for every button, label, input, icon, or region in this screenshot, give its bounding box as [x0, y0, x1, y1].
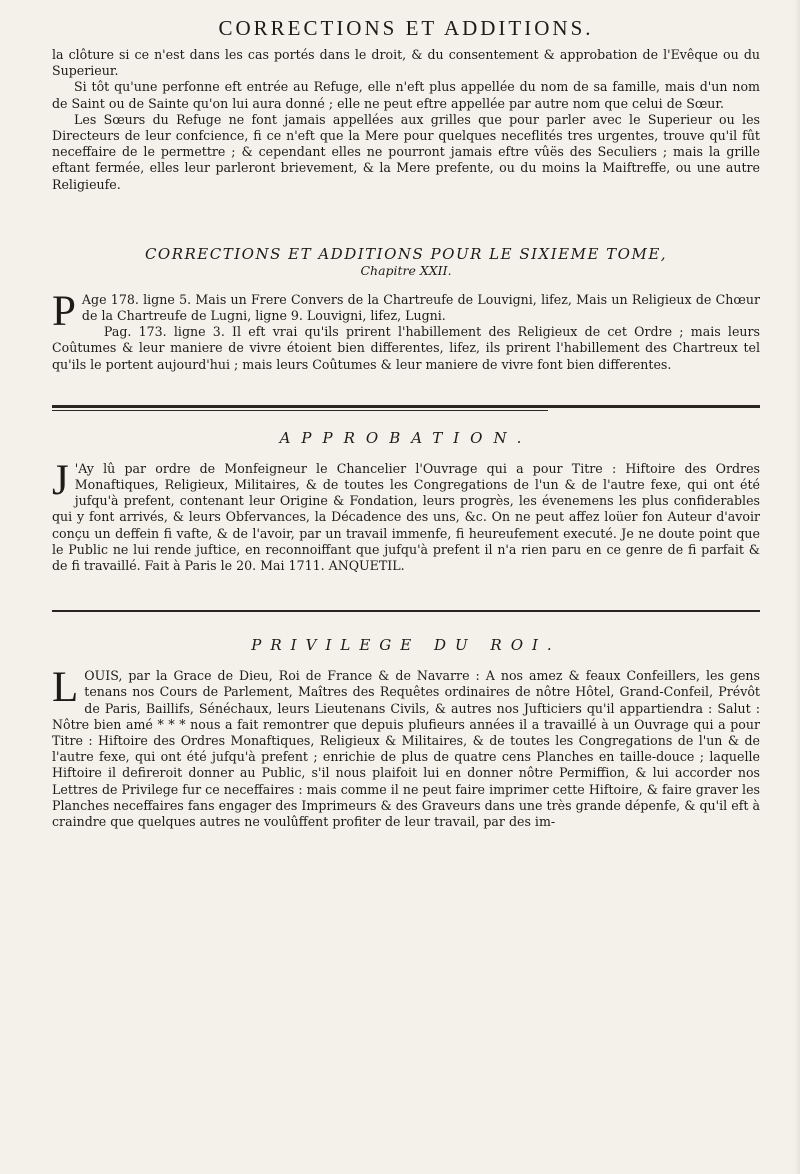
privilege-paragraph [52, 664, 760, 830]
section-rule [52, 405, 760, 408]
section-gap [52, 193, 760, 245]
approbation-text: 'Ay lû par ordre de Monfeigneur le Chancelier l'Ouvrage qui a pour Titre : Hiftoire des Ordres Monaftiques, Religieux, Militaires, & de toutes les Congregations de l'un & de l'autre fexe, qui ont été jufqu'à prefent, contenant leur Origine & Fondation, leurs progrès, les évenemens les plus confiderables qui y font arrivés, & leurs Obfervances, la Décadence des uns, &c. On ne peut affez loüer fon Auteur d'avoir conçu un deffein fi vafte, & de l'avoir, par un travail immenfe, fi heureufement executé. Je ne doute point que le Public ne lui rende juftice, en reconnoiffant que jufqu'à prefent il n'a rien paru en ce genre de fi parfait & de fi travaillé. Fait à Paris le 20. Mai 1711. ANQUETIL. [52, 460, 760, 574]
section-rule [52, 610, 760, 612]
approbation-title: APPROBATION. [279, 428, 533, 447]
drop-cap: J [52, 456, 69, 504]
corrections-title: CORRECTIONS ET ADDITIONS POUR LE SIXIEME TOME, [144, 244, 668, 263]
drop-cap: L [52, 664, 79, 712]
approbation-paragraph [52, 456, 760, 574]
page-edge-shadow [794, 0, 800, 1174]
section-rule-thin [52, 410, 548, 411]
corrections-subtitle: Chapitre XXII. [360, 262, 452, 278]
intro-paragraph-2: Si tôt qu'une perfonne eft entrée au Refuge, elle n'eft plus appellée du nom de sa famille, mais d'un nom de Saint ou de Sainte qu'on lui aura donné ; elle ne peut eftre appellée par autre nom que celui de Sœur. [52, 79, 760, 111]
privilege-title: PRIVILEGE DU ROI. [251, 636, 561, 655]
corrections-text-1: Age 178. ligne 5. Mais un Frere Convers de la Chartreufe de Louvigni, lifez, Mais un Religieux de Chœur de la Chartreufe de Lugni, ligne 9. Louvigni, lifez, Lugni. [81, 291, 760, 324]
corrections-paragraph-1 [52, 287, 760, 335]
corrections-paragraph-2: Pag. 173. ligne 3. Il eft vrai qu'ils prirent l'habillement des Religieux de cet Ordre ; mais leurs Coûtumes & leur maniere de vivre étoient bien differentes, lifez, ils prirent l'habillement des Chartreux tel qu'ils le portent aujourd'hui ; mais leurs Coûtumes & leur maniere de vivre font bien differentes. [52, 324, 760, 372]
privilege-text: OUIS, par la Grace de Dieu, Roi de France & de Navarre : A nos amez & feaux Confeillers, les gens tenans nos Cours de Parlement, Maîtres des Requêtes ordinaires de nôtre Hôtel, Grand-Confeil, Prévôt de Paris, Baillifs, Sénéchaux, leurs Lieutenans Civils, & autres nos Jufticiers qu'il appartiendra : Salut : Nôtre bien amé * * * nous a fait remontrer que depuis plufieurs années il a travaillé à un Ouvrage qui a pour Titre : Hiftoire des Ordres Monaftiques, Religieux & Militaires, & de toutes les Congregations de l'un & de l'autre fexe, qui ont été jufqu'à prefent ; enrichie de plus de quatre cens Planches en taille-douce ; laquelle Hiftoire il defireroit donner au Public, s'il nous plaifoit lui en donner nôtre Permiffion, & lui accorder nos Lettres de Privilege fur ce neceffaires : mais comme il ne peut faire imprimer cette Hiftoire, & faire graver les Planches neceffaires fans engager des Imprimeurs & des Graveurs dans une très grande dépenfe, & qu'il eft à craindre que quelques autres ne voulûffent profiter de leur travail, par des im- [52, 668, 760, 830]
running-head: CORRECTIONS ET ADDITIONS. [218, 16, 594, 40]
drop-cap: P [52, 287, 76, 335]
intro-paragraph-1: la clôture si ce n'est dans les cas portés dans le droit, & du consentement & approbation de l'Evêque ou du Superieur. [52, 47, 760, 79]
intro-paragraph-3: Les Sœurs du Refuge ne font jamais appellées aux grilles que pour parler avec le Superieur ou les Directeurs de leur confcience, fi ce n'eft que la Mere pour quelques neceflités tres urgentes, trouve qu'il fût neceffaire de le permettre ; & cependant elles ne pourront jamais eftre vûës des Seculiers ; mais la grille eftant fermée, elles leur parleront brievement, & la Mere prefente, ou du moins la Maiftreffe, ou une autre Religieufe. [52, 111, 760, 192]
